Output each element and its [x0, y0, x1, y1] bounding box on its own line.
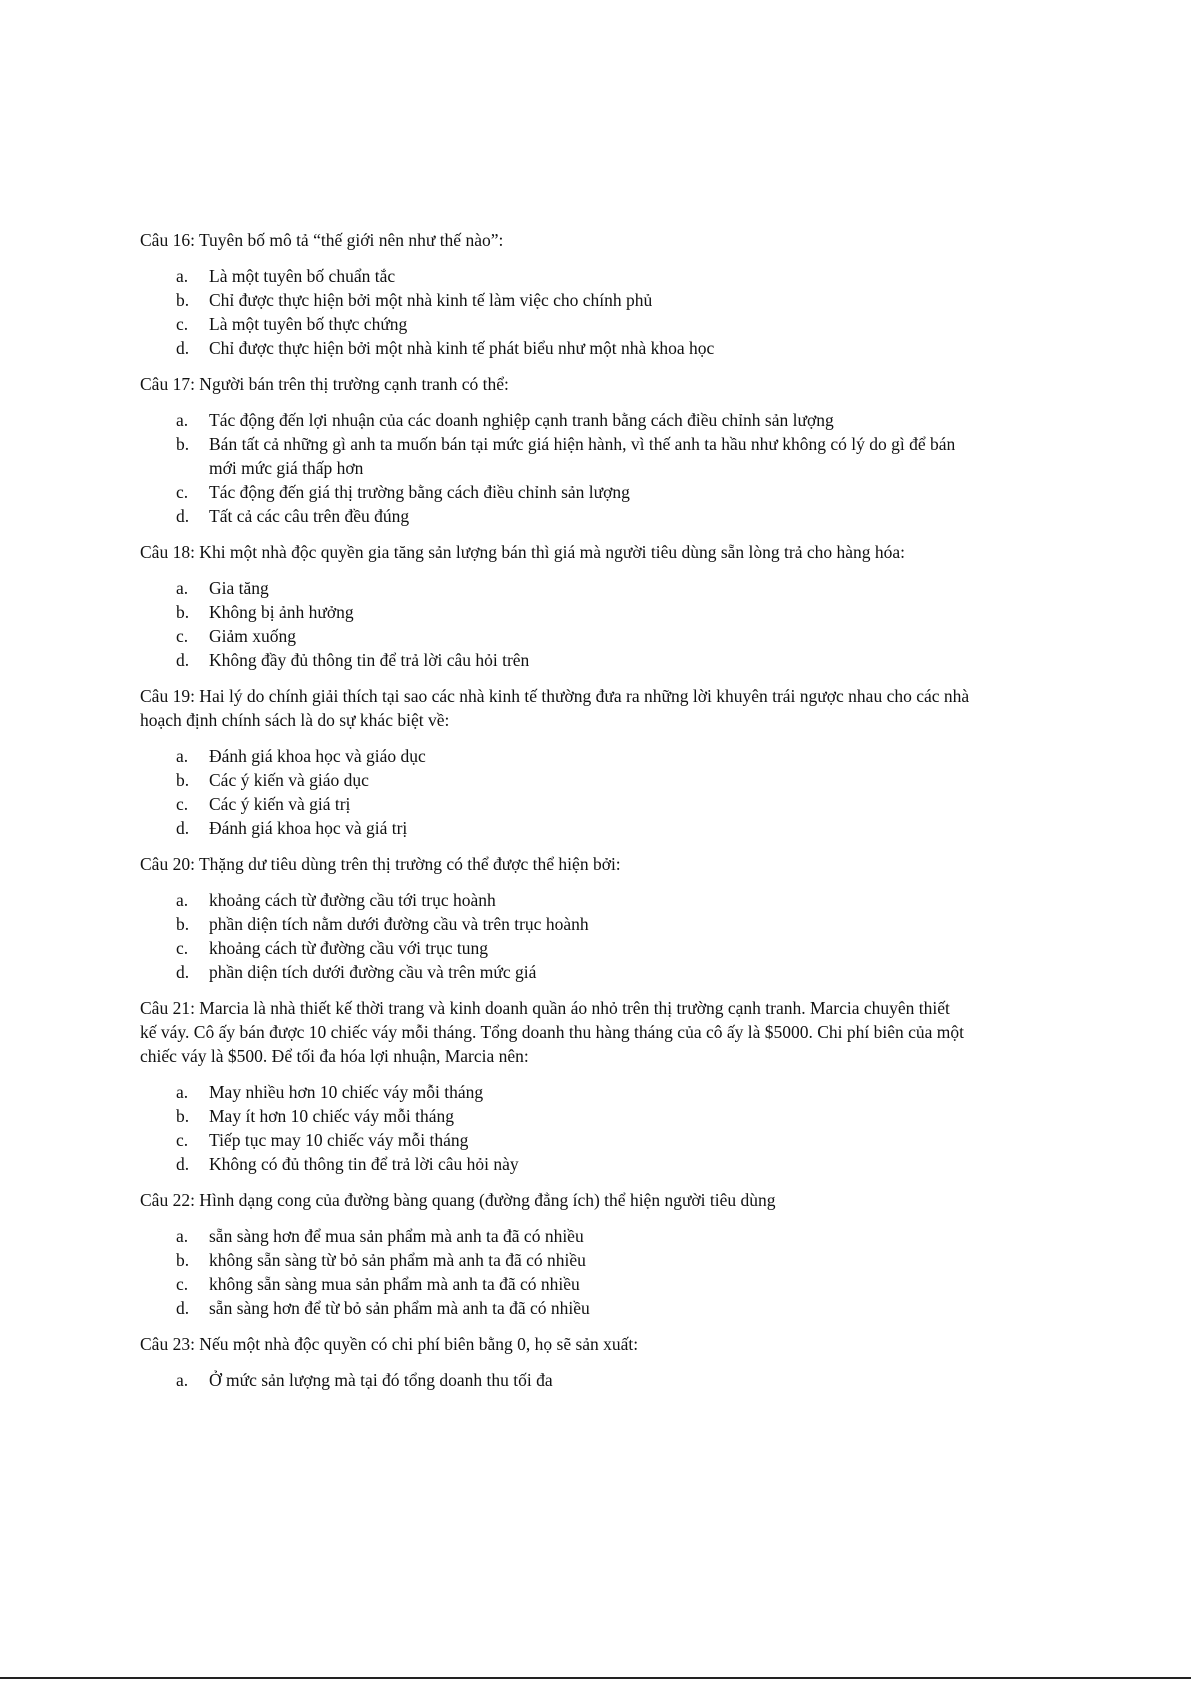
answer-option	[176, 576, 970, 600]
answer-option	[176, 1248, 970, 1272]
answer-option	[176, 888, 970, 912]
option-text: sẵn sàng hơn để từ bỏ sản phẩm mà anh ta đã có nhiều	[209, 1298, 590, 1318]
option-letter: d.	[176, 962, 190, 982]
option-letter: a.	[176, 266, 189, 286]
answer-option	[176, 1224, 970, 1248]
answer-option	[176, 288, 970, 312]
option-text: Không đầy đủ thông tin để trả lời câu hỏi trên	[209, 650, 530, 670]
option-text: Không có đủ thông tin để trả lời câu hỏi này	[209, 1154, 519, 1174]
answer-option	[176, 936, 970, 960]
option-text: khoảng cách từ đường cầu tới trục hoành	[209, 890, 496, 910]
answer-option	[176, 480, 970, 504]
answer-option	[176, 408, 970, 432]
option-letter: b.	[176, 914, 190, 934]
answer-option	[176, 768, 970, 792]
option-text: Chỉ được thực hiện bởi một nhà kinh tế phát biểu như một nhà khoa học	[209, 338, 715, 358]
option-letter: d.	[176, 338, 190, 358]
answer-options	[140, 744, 970, 840]
option-text: May ít hơn 10 chiếc váy mỗi tháng	[209, 1106, 454, 1126]
option-letter: c.	[176, 626, 189, 646]
answer-option	[176, 1272, 970, 1296]
option-text: Không bị ảnh hưởng	[209, 602, 354, 622]
question-text: Câu 17: Người bán trên thị trường cạnh tranh có thể:	[140, 374, 509, 394]
option-letter: b.	[176, 1250, 190, 1270]
option-letter: c.	[176, 794, 189, 814]
option-letter: a.	[176, 578, 189, 598]
option-text: Các ý kiến và giá trị	[209, 794, 351, 814]
answer-option	[176, 1368, 970, 1392]
option-letter: d.	[176, 506, 190, 526]
question-text: Câu 22: Hình dạng cong của đường bàng quang (đường đẳng ích) thể hiện người tiêu dùng	[140, 1190, 776, 1210]
option-letter: c.	[176, 482, 189, 502]
answer-option	[176, 624, 970, 648]
question-text: Câu 19: Hai lý do chính giải thích tại sao các nhà kinh tế thường đưa ra những lời khuyên trái ngược nhau cho các nhà hoạch định chính sách là do sự khác biệt về:	[140, 686, 970, 730]
answer-options	[140, 408, 970, 528]
answer-option	[176, 1128, 970, 1152]
answer-option	[176, 1104, 970, 1128]
answer-option	[176, 312, 970, 336]
option-text: Tất cả các câu trên đều đúng	[209, 506, 410, 526]
option-text: Đánh giá khoa học và giá trị	[209, 818, 408, 838]
option-letter: b.	[176, 1106, 190, 1126]
option-text: Các ý kiến và giáo dục	[209, 770, 369, 790]
option-letter: a.	[176, 746, 189, 766]
option-text: Tác động đến lợi nhuận của các doanh nghiệp cạnh tranh bằng cách điều chỉnh sản lượng	[209, 410, 834, 430]
option-text: phần diện tích dưới đường cầu và trên mức giá	[209, 962, 537, 982]
option-text: Tiếp tục may 10 chiếc váy mỗi tháng	[209, 1130, 469, 1150]
option-text: Đánh giá khoa học và giáo dục	[209, 746, 426, 766]
option-letter: d.	[176, 1154, 190, 1174]
option-letter: d.	[176, 650, 190, 670]
option-letter: a.	[176, 1082, 189, 1102]
option-text: Bán tất cả những gì anh ta muốn bán tại mức giá hiện hành, vì thế anh ta hầu như không có lý do gì để bán mới mức giá thấp hơn	[209, 434, 956, 478]
document-page	[140, 228, 970, 1402]
question-block	[140, 1188, 970, 1320]
option-text: không sẵn sàng từ bỏ sản phẩm mà anh ta đã có nhiều	[209, 1250, 586, 1270]
answer-options	[140, 1368, 970, 1392]
question-text: Câu 20: Thặng dư tiêu dùng trên thị trường có thể được thể hiện bởi:	[140, 854, 621, 874]
option-text: khoảng cách từ đường cầu với trục tung	[209, 938, 489, 958]
option-letter: a.	[176, 1226, 189, 1246]
option-letter: c.	[176, 1130, 189, 1150]
answer-option	[176, 912, 970, 936]
answer-option	[176, 432, 970, 480]
answer-options	[140, 264, 970, 360]
question-block	[140, 228, 970, 360]
option-letter: a.	[176, 890, 189, 910]
answer-option	[176, 744, 970, 768]
option-letter: b.	[176, 602, 190, 622]
option-letter: b.	[176, 290, 190, 310]
option-letter: b.	[176, 770, 190, 790]
answer-option	[176, 792, 970, 816]
option-text: Giảm xuống	[209, 626, 297, 646]
answer-option	[176, 1152, 970, 1176]
question-text: Câu 16: Tuyên bố mô tả “thế giới nên như thế nào”:	[140, 230, 504, 250]
option-text: không sẵn sàng mua sản phẩm mà anh ta đã có nhiều	[209, 1274, 580, 1294]
answer-option	[176, 600, 970, 624]
answer-option	[176, 960, 970, 984]
option-text: phần diện tích nằm dưới đường cầu và trên trục hoành	[209, 914, 589, 934]
question-text: Câu 21: Marcia là nhà thiết kế thời trang và kinh doanh quần áo nhỏ trên thị trường cạnh tranh. Marcia chuyên thiết kế váy. Cô ấy bán được 10 chiếc váy mỗi tháng. Tổng doanh thu hàng tháng của cô ấy là $5000. Chi phí biên của một chiếc váy là $500. Để tối đa hóa lợi nhuận, Marcia nên:	[140, 998, 965, 1066]
answer-options	[140, 888, 970, 984]
answer-options	[140, 1224, 970, 1320]
answer-options	[140, 1080, 970, 1176]
answer-option	[176, 648, 970, 672]
question-block	[140, 684, 970, 840]
question-block	[140, 996, 970, 1176]
answer-options	[140, 576, 970, 672]
answer-option	[176, 264, 970, 288]
option-text: Tác động đến giá thị trường bằng cách điều chỉnh sản lượng	[209, 482, 630, 502]
answer-option	[176, 1080, 970, 1104]
option-letter: b.	[176, 434, 190, 454]
question-block	[140, 852, 970, 984]
option-letter: c.	[176, 314, 189, 334]
question-text: Câu 18: Khi một nhà độc quyền gia tăng sản lượng bán thì giá mà người tiêu dùng sẵn lòng trả cho hàng hóa:	[140, 542, 906, 562]
answer-option	[176, 504, 970, 528]
question-block	[140, 372, 970, 528]
option-letter: a.	[176, 410, 189, 430]
option-text: Là một tuyên bố thực chứng	[209, 314, 408, 334]
option-text: Là một tuyên bố chuẩn tắc	[209, 266, 396, 286]
answer-option	[176, 1296, 970, 1320]
answer-option	[176, 816, 970, 840]
question-block	[140, 1332, 970, 1392]
option-letter: a.	[176, 1370, 189, 1390]
answer-option	[176, 336, 970, 360]
question-text: Câu 23: Nếu một nhà độc quyền có chi phí biên bằng 0, họ sẽ sản xuất:	[140, 1334, 639, 1354]
option-text: sẵn sàng hơn để mua sản phẩm mà anh ta đã có nhiều	[209, 1226, 584, 1246]
option-text: Gia tăng	[209, 578, 269, 598]
option-text: Ở mức sản lượng mà tại đó tổng doanh thu tối đa	[209, 1370, 553, 1390]
option-text: Chỉ được thực hiện bởi một nhà kinh tế làm việc cho chính phủ	[209, 290, 653, 310]
question-block	[140, 540, 970, 672]
option-letter: d.	[176, 1298, 190, 1318]
option-letter: c.	[176, 1274, 189, 1294]
page-bottom-divider	[0, 1677, 1191, 1679]
option-text: May nhiều hơn 10 chiếc váy mỗi tháng	[209, 1082, 484, 1102]
option-letter: c.	[176, 938, 189, 958]
option-letter: d.	[176, 818, 190, 838]
